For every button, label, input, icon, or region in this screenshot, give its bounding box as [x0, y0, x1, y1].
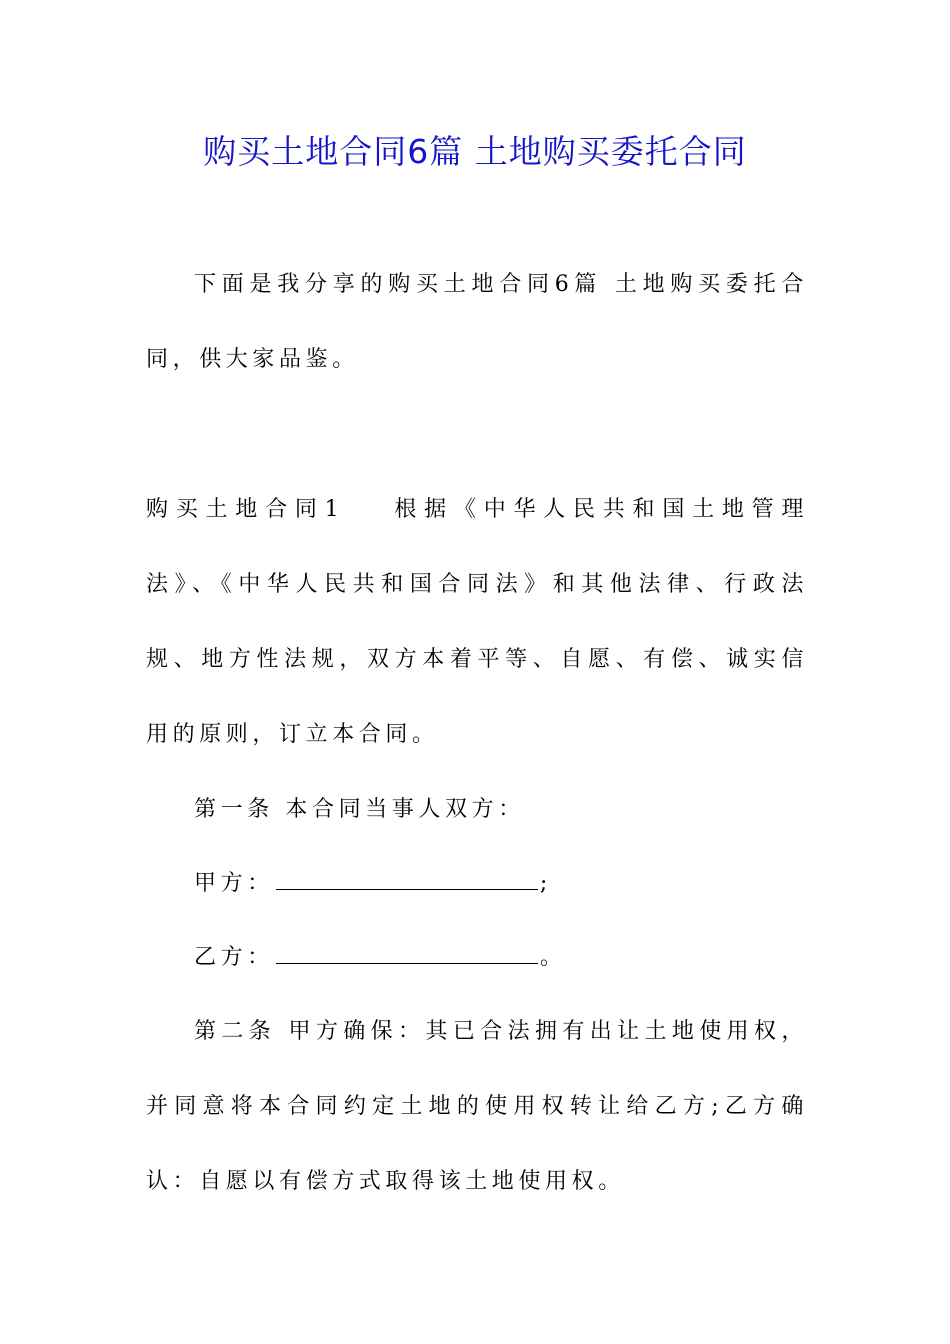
- party-b-end: 。: [539, 945, 567, 970]
- party-b-blank: [276, 941, 538, 964]
- section-heading: 购买土地合同1: [146, 497, 344, 522]
- intro-paragraph: 下面是我分享的购买土地合同6篇 土地购买委托合同，供大家品鉴。: [146, 272, 808, 372]
- party-a-blank: [276, 867, 538, 890]
- article-1: 第一条 本合同当事人双方：: [194, 797, 525, 822]
- party-a-label: 甲方：: [194, 871, 274, 896]
- section-body: 根据《中华人民共和国土地管理法》、《中华人民共和国合同法》和其他法律、行政法规、地方性法规，双方本着平等、自愿、有偿、诚实信用的原则，订立本合同。: [146, 497, 808, 747]
- section-1-paragraph: [146, 472, 808, 772]
- party-b-label: 乙方：: [194, 945, 274, 970]
- party-b-line: [194, 940, 566, 976]
- party-a-end: ;: [539, 871, 552, 896]
- document-title: 购买土地合同6篇 土地购买委托合同: [203, 132, 747, 171]
- party-a-line: [194, 866, 552, 902]
- article-2: 第二条 甲方确保：其已合法拥有出让土地使用权，并同意将本合同约定土地的使用权转让给乙方;乙方确认：自愿以有偿方式取得该土地使用权。: [146, 1019, 808, 1194]
